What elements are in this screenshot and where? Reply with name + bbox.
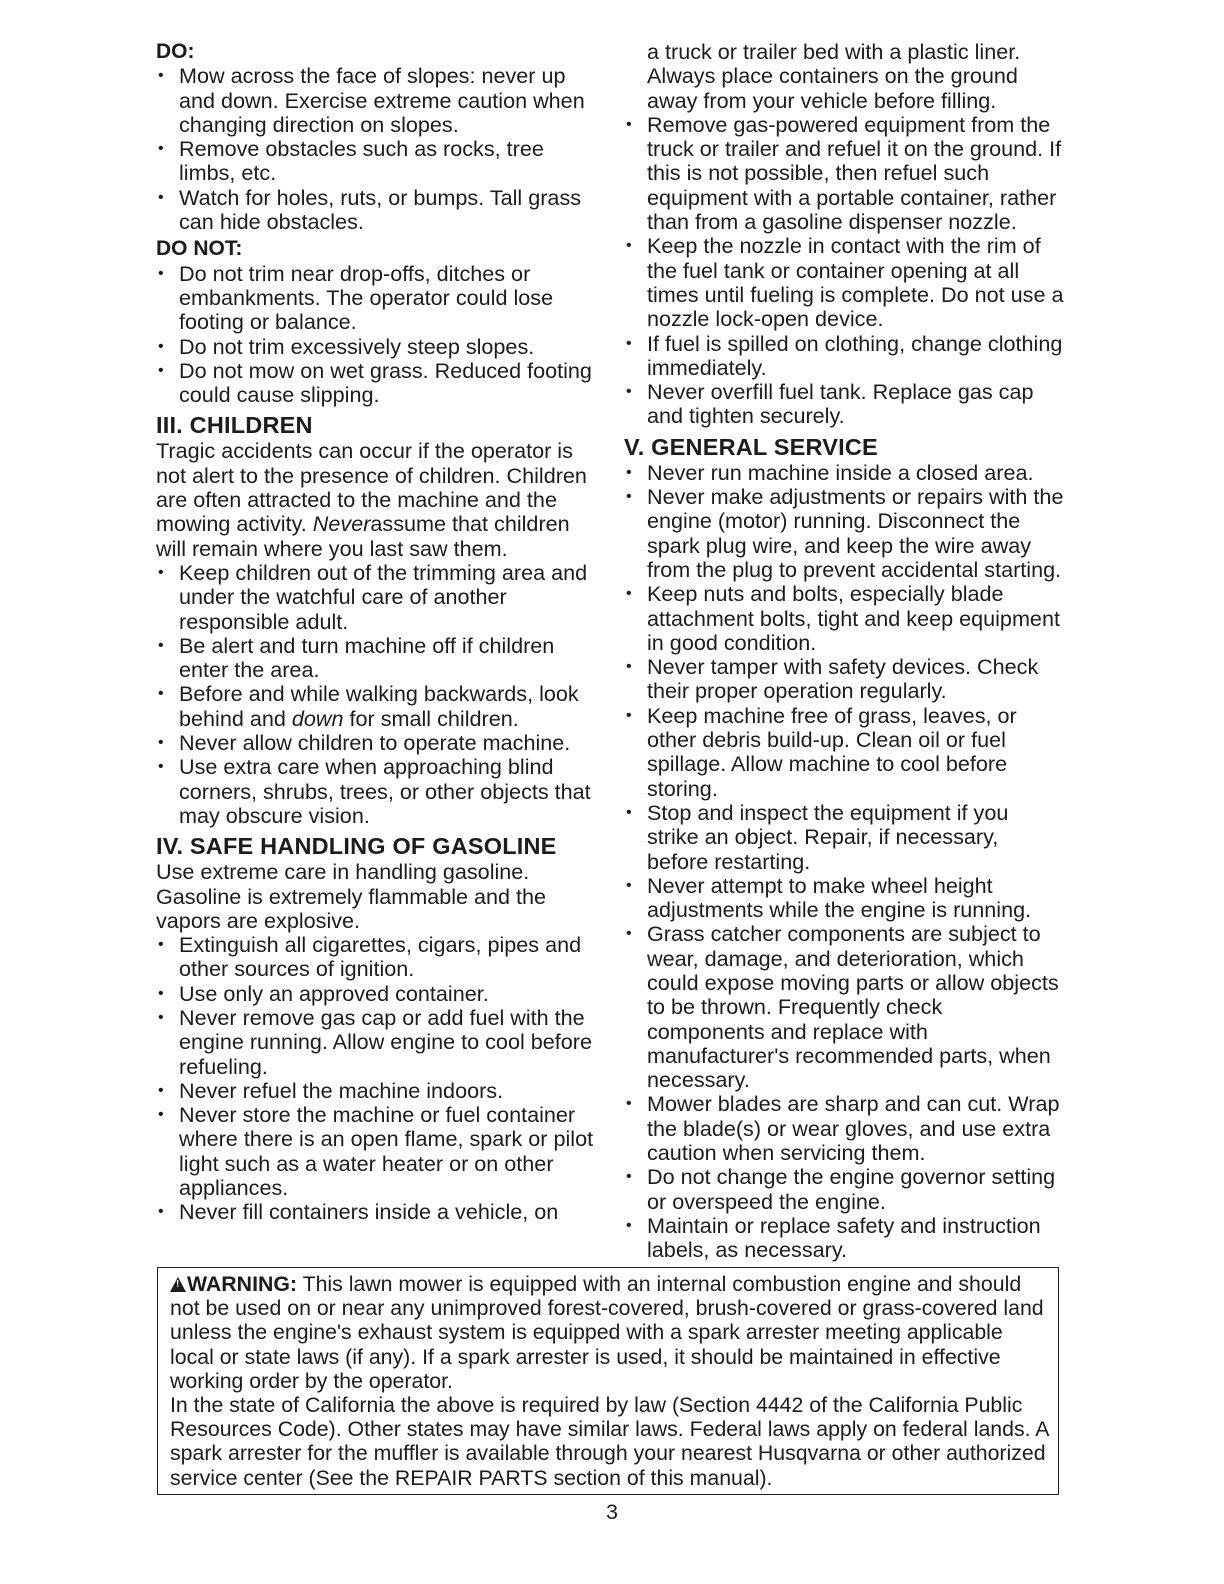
list-item: • Keep machine free of grass, leaves, or other debris build-up. Clean oil or fuel spillage. Allow machine to cool before storing. — [624, 704, 1064, 801]
do-list — [156, 64, 596, 234]
list-item: • Do not change the engine governor setting or overspeed the engine. — [624, 1165, 1064, 1214]
gasoline-list-continued — [624, 113, 1064, 429]
list-item: • Never attempt to make wheel height adjustments while the engine is running. — [624, 874, 1064, 923]
list-item: • Before and while walking backwards, look behind and down for small children. — [156, 682, 596, 731]
gasoline-heading: IV. SAFE HANDLING OF GASOLINE — [156, 833, 557, 860]
warning-triangle-icon — [170, 1277, 186, 1292]
list-item: • Extinguish all cigarettes, cigars, pipes and other sources of ignition. — [156, 933, 596, 982]
emphasis: Never — [312, 511, 371, 537]
gasoline-intro: Use extreme care in handling gasoline. Gasoline is extremely flammable and the vapors are explosive. — [156, 859, 547, 933]
children-intro: Tragic accidents can occur if the operator is not alert to the presence of children. Children are often attracted to the machine and the mowing activity. Neverassume that children will remain where you last saw them. — [156, 438, 587, 561]
list-item: • Never refuel the machine indoors. — [156, 1079, 596, 1103]
list-item: • Never store the machine or fuel container where there is an open flame, spark or pilot light such as a water heater or on other appliances. — [156, 1103, 596, 1200]
list-item: • If fuel is spilled on clothing, change clothing immediately. — [624, 332, 1064, 381]
gasoline-continuation: a truck or trailer bed with a plastic liner. Always place containers on the ground away from your vehicle before filling. — [647, 39, 1021, 113]
page-number: 3 — [605, 1499, 618, 1524]
warning-paragraph: !WARNING: This lawn mower is equipped with an internal combustion engine and should not be used on or near any unimproved forest-covered, brush-covered or grass-covered land unless the engine's exhaust system is equipped with a spark arrester meeting applicable local or state laws (if any). If a spark arrester is used, it should be maintained in effective working order by the operator. — [170, 1272, 1050, 1393]
general-service-list — [624, 461, 1064, 1263]
list-item: • Remove obstacles such as rocks, tree limbs, etc. — [156, 137, 596, 186]
left-column — [156, 40, 596, 1225]
list-item: • Mower blades are sharp and can cut. Wrap the blade(s) or wear gloves, and use extra caution when servicing them. — [624, 1092, 1064, 1165]
list-item: • Be alert and turn machine off if children enter the area. — [156, 634, 596, 683]
do-not-heading: DO NOT: — [156, 237, 243, 261]
list-item: • Never run machine inside a closed area. — [624, 461, 1064, 485]
list-item: • Do not trim near drop-offs, ditches or embankments. The operator could lose footing or balance. — [156, 262, 596, 335]
list-item: • Use extra care when approaching blind corners, shrubs, trees, or other objects that may obscure vision. — [156, 755, 596, 828]
list-item: • Mow across the face of slopes: never up and down. Exercise extreme caution when changing direction on slopes. — [156, 64, 596, 137]
general-service-heading: V. GENERAL SERVICE — [624, 433, 878, 460]
list-item: • Never remove gas cap or add fuel with the engine running. Allow engine to cool before refueling. — [156, 1006, 596, 1079]
children-heading: III. CHILDREN — [156, 412, 313, 439]
list-item: • Do not trim excessively steep slopes. — [156, 335, 596, 359]
children-list — [156, 561, 596, 828]
list-item: • Use only an approved container. — [156, 982, 596, 1006]
warning-label: WARNING: — [187, 1272, 298, 1296]
warning-box — [157, 1267, 1059, 1495]
list-item: • Do not mow on wet grass. Reduced footing could cause slipping. — [156, 359, 596, 408]
list-item: • Keep children out of the trimming area and under the watchful care of another responsible adult. — [156, 561, 596, 634]
list-item: • Keep the nozzle in contact with the rim of the fuel tank or container opening at all times until fueling is complete. Do not use a nozzle lock-open device. — [624, 234, 1064, 331]
list-item: • Remove gas-powered equipment from the truck or trailer and refuel it on the ground. If this is not possible, then refuel such equipment with a portable container, rather than from a gasoline dispenser nozzle. — [624, 113, 1064, 234]
warning-paragraph-california: In the state of California the above is required by law (Section 4442 of the California Public Resources Code). Other states may have similar laws. Federal laws apply on federal lands. A spark arrester for the muffler is available through your nearest Husqvarna or other authorized service center (See the REPAIR PARTS section of this manual). — [170, 1393, 1049, 1490]
do-heading: DO: — [156, 40, 195, 63]
list-item: • Never tamper with safety devices. Check their proper operation regularly. — [624, 655, 1064, 704]
list-item: • Never make adjustments or repairs with the engine (motor) running. Disconnect the spark plug wire, and keep the wire away from the plug to prevent accidental starting. — [624, 485, 1064, 582]
do-not-list — [156, 262, 596, 408]
list-item: • Maintain or replace safety and instruction labels, as necessary. — [624, 1214, 1064, 1263]
emphasis: down — [291, 705, 344, 731]
list-item: • Keep nuts and bolts, especially blade attachment bolts, tight and keep equipment in good condition. — [624, 582, 1064, 655]
right-column — [624, 40, 1064, 1263]
list-item: • Watch for holes, ruts, or bumps. Tall grass can hide obstacles. — [156, 186, 596, 235]
list-item: • Stop and inspect the equipment if you strike an object. Repair, if necessary, before restarting. — [624, 801, 1064, 874]
list-item: • Never allow children to operate machine. — [156, 731, 596, 755]
list-item: • Grass catcher components are subject to wear, damage, and deterioration, which could expose moving parts or allow objects to be thrown. Frequently check components and replace with manufacturer's recommended parts, when necessary. — [624, 922, 1064, 1092]
list-item: • Never overfill fuel tank. Replace gas cap and tighten securely. — [624, 380, 1064, 429]
list-item: • Never fill containers inside a vehicle, on — [156, 1200, 596, 1224]
gasoline-list — [156, 933, 596, 1225]
